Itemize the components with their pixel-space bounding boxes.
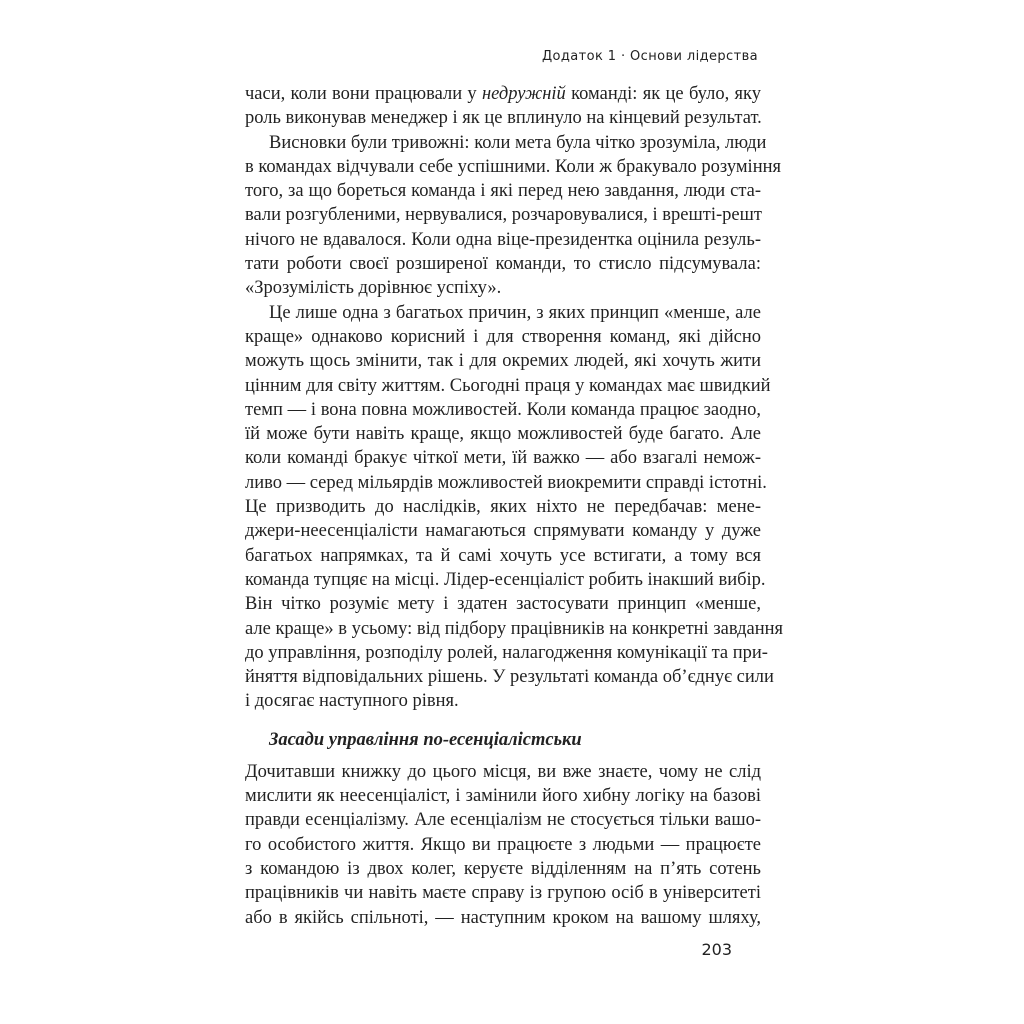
page-number: 203 [701,940,732,959]
text-line: можуть щось змінити, так і для окремих людей, які хочуть жити [245,351,761,372]
text-line: Він чітко розуміє мету і здатен застосувати принцип «менше, [245,594,761,615]
text-line: часи, коли вони працювали у недружній команді: як це було, яку [245,84,761,104]
text-line: правди есенціалізму. Але есенціалізм не стосується тільки вашо- [245,810,761,831]
text-line: Це лише одна з багатьох причин, з яких принцип «менше, але [269,302,761,323]
paragraph-1 [245,82,761,131]
text-line: працівників чи навіть маєте справу із групою осіб в університеті [245,883,761,904]
text-line: їй може бути навіть краще, якщо можливостей буде багато. Але [245,424,761,445]
section-subheading: Засади управління по-есенціалістськи [269,729,582,750]
text-line: мислити як неесенціаліст, і замінили його хибну логіку на базові [245,786,761,807]
text-line: роль виконував менеджер і як це вплинуло на кінцевий результат. [245,108,762,129]
text-line: «Зрозумілість дорівнює успіху». [245,278,502,299]
text-line: але краще» в усьому: від підбору працівників на конкретні завдання [245,618,784,639]
text-line: або в якійсь спільноті, — наступним кроком на вашому шляху, [245,907,761,928]
text-line: Дочитавши книжку до цього місця, ви вже знаєте, чому не слід [245,761,761,782]
text-line: того, за що бореться команда і які перед нею завдання, люди ста- [245,181,761,202]
text-line: ливо — серед мільярдів можливостей виокремити справді істотні. [245,472,767,493]
text-line: нічого не вдавалося. Коли одна віце-президентка оцінила резуль- [245,229,761,250]
body-text [245,82,784,930]
paragraph-2 [245,131,782,301]
text-line: багатьох напрямках, та й самі хочуть усе встигати, а тому вся [245,545,761,566]
text-line: Висновки були тривожні: коли мета була чітко зрозуміла, люди [269,132,767,153]
text-line: в командах відчували себе успішними. Коли ж бракувало розуміння [245,156,782,177]
paragraph-3 [245,301,784,714]
text-line: до управління, розподілу ролей, налагодження комунікації та при- [245,642,768,663]
text-line: команда тупцяє на місці. Лідер-есенціаліст робить інакший вибір. [245,569,766,590]
text-line: темп — і вона повна можливостей. Коли команда працює заодно, [245,399,761,420]
text-line: йняття відповідальних рішень. У результаті команда об’єднує сили [245,667,774,688]
paragraph-4 [245,760,761,930]
text-line: з командою із двох колег, керуєте відділенням на п’ять сотень [245,858,761,879]
text-line: джери-неесенціалісти намагаються спрямувати команду у дуже [245,521,761,542]
emphasis-word: недружній [481,84,566,104]
text-line: цінним для світу життям. Сьогодні праця у командах має швидкий [245,375,771,396]
text-line: коли команді бракує чіткої мети, їй важко — або взагалі немож- [245,448,761,469]
text-line: Це призводить до наслідків, яких ніхто не передбачав: мене- [245,497,761,518]
text-line: вали розгубленими, нервувалися, розчаровувалися, і врешті-решт [245,205,762,226]
text-line: го особистого життя. Якщо ви працюєте з людьми — працюєте [245,834,761,855]
text-line: тати роботи своєї розширеної команди, то стисло підсумувала: [245,254,761,275]
running-head: Додаток 1 · Основи лідерства [541,49,758,64]
text-line: краще» однаково корисний і для створення команд, які дійсно [245,326,761,347]
text-line: і досягає наступного рівня. [245,691,459,712]
